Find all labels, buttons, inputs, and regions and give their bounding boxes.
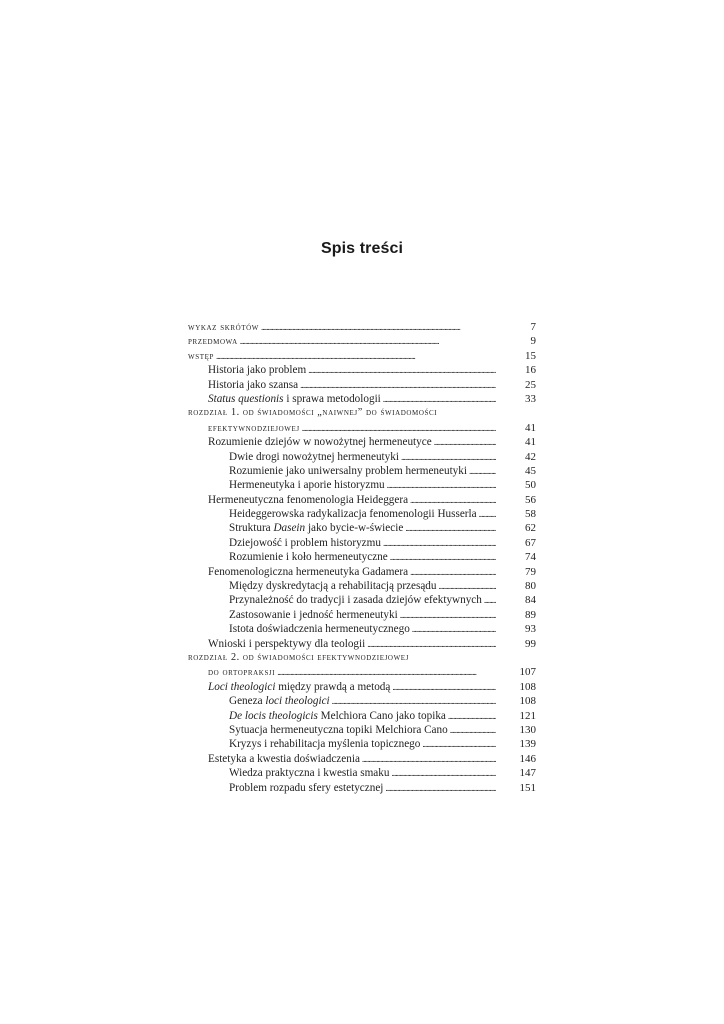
toc-entry-text — [229, 536, 496, 550]
toc-entry-label — [229, 478, 387, 492]
toc-leader-dots — [434, 435, 496, 449]
toc-leader-dots — [412, 622, 496, 636]
toc-entry — [188, 608, 536, 622]
toc-entry-label-part: Hermeneutyka i aporie historyzmu — [229, 479, 385, 492]
toc-page-number: 130 — [519, 723, 536, 736]
toc-page-number: 25 — [525, 378, 536, 391]
toc-page-number: 41 — [525, 421, 536, 434]
toc-entry-text — [208, 435, 496, 449]
toc-page-number: 121 — [519, 709, 536, 722]
toc-entry — [188, 406, 536, 420]
toc-entry-label-part: Dziejowość i problem historyzmu — [229, 536, 381, 549]
toc-entry-label — [229, 709, 448, 723]
toc-entry — [188, 334, 536, 348]
toc-page-number: 139 — [519, 738, 536, 751]
toc-entry-label-part: Między dyskredytacją a rehabilitacją przesądu — [229, 580, 437, 593]
toc-entry — [188, 579, 536, 593]
toc-entry-label-part: wykaz skrótów — [188, 322, 260, 333]
toc-entry-label — [229, 593, 484, 607]
toc-entry-label-part: Loci theologici — [208, 680, 276, 693]
toc-page-number: 56 — [525, 493, 536, 506]
toc-entry-label — [229, 694, 332, 708]
toc-leader-dots — [240, 334, 496, 348]
toc-entry-label — [208, 435, 434, 449]
toc-entry — [188, 349, 536, 363]
toc-entry-label — [208, 752, 362, 766]
toc-entry-text — [188, 406, 536, 420]
toc-entry — [188, 565, 536, 579]
toc-entry-label-part: loci theologici — [265, 695, 330, 708]
toc-entry-text — [229, 694, 496, 708]
toc-entry — [188, 363, 536, 377]
toc-entry — [188, 737, 536, 751]
toc-entry — [188, 421, 536, 435]
toc-entry-label — [208, 680, 392, 694]
toc-entry-text — [188, 334, 496, 349]
toc-page-number: 42 — [525, 450, 536, 463]
toc-entry-text — [188, 320, 496, 335]
toc-page-number: 89 — [525, 608, 536, 621]
toc-entry-text — [208, 493, 496, 507]
toc-page-number: 62 — [525, 522, 536, 535]
toc-entry-text — [229, 608, 496, 622]
toc-page-number: 151 — [519, 781, 536, 794]
toc-entry-text — [208, 680, 496, 694]
toc-entry-label-part: Dwie drogi nowożytnej hermeneutyki — [229, 450, 399, 463]
toc-entry-label — [188, 651, 411, 665]
toc-entry-label-part: wstęp — [188, 350, 214, 362]
toc-entry-text — [229, 579, 496, 593]
toc-entry-label-part: Wnioski i perspektywy dla teologii — [208, 637, 366, 650]
toc-entry-label — [188, 350, 216, 364]
toc-entry-label-part: Wiedza praktyczna i kwestia smaku — [229, 767, 390, 780]
toc-entry — [188, 550, 536, 564]
toc-leader-dots — [484, 593, 496, 607]
toc-entry-label — [229, 737, 422, 751]
toc-entry — [188, 781, 536, 795]
toc-entry — [188, 392, 536, 406]
toc-entry-label-part: Rozumienie dziejów w nowożytnej hermeneutyce — [208, 436, 432, 449]
toc-entry-label — [188, 335, 240, 349]
toc-entry-label — [229, 464, 469, 478]
toc-entry-text — [229, 478, 496, 492]
toc-entry — [188, 723, 536, 737]
toc-page-number: 147 — [519, 767, 536, 780]
toc-entry — [188, 694, 536, 708]
toc-entry — [188, 622, 536, 636]
toc-entry-text — [229, 593, 496, 607]
toc-entry-text — [208, 752, 496, 766]
toc-entry-label-part: Fenomenologiczna hermeneutyka Gadamera — [208, 565, 409, 578]
toc-entry-label — [229, 766, 391, 780]
toc-entry-label-part: Hermeneutyczna fenomenologia Heideggera — [208, 493, 409, 506]
toc-leader-dots — [387, 478, 496, 492]
toc-entry — [188, 464, 536, 478]
toc-entry-text — [188, 349, 496, 364]
toc-leader-dots — [439, 579, 497, 593]
toc-leader-dots — [405, 521, 496, 535]
toc-leader-dots — [400, 608, 496, 622]
toc-page-number: 33 — [525, 392, 536, 405]
toc-entry — [188, 378, 536, 392]
toc-entry-label-part: Melchiora Cano jako topika — [317, 709, 446, 722]
toc-entry — [188, 593, 536, 607]
toc-entry — [188, 507, 536, 521]
toc-leader-dots — [277, 665, 496, 679]
toc-entry-label-part: Status questionis — [208, 392, 284, 405]
toc-entry-text — [229, 464, 496, 478]
toc-page-number: 67 — [525, 536, 536, 549]
toc-page-number: 84 — [525, 594, 536, 607]
toc-leader-dots — [383, 392, 496, 406]
toc-leader-dots — [300, 378, 496, 392]
toc-entry-text — [229, 709, 496, 723]
toc-entry-text — [208, 378, 496, 392]
toc-page-number: 9 — [530, 335, 536, 348]
toc-entry-label-part: rozdział 2. od świadomości efektywnodziejowej — [188, 651, 409, 663]
toc-entry-text — [208, 665, 496, 680]
toc-leader-dots — [261, 320, 496, 334]
toc-entry-label — [188, 406, 439, 420]
toc-entry-label — [229, 723, 450, 737]
toc-leader-dots — [422, 737, 496, 751]
toc-entry-label-part: między prawdą a metodą — [275, 680, 391, 693]
toc-entry-label-part: Historia jako problem — [208, 364, 307, 377]
toc-page-number: 99 — [525, 637, 536, 650]
toc-entry-label-part: Estetyka a kwestia doświadczenia — [208, 752, 360, 765]
toc-leader-dots — [391, 766, 496, 780]
toc-entry-label-part: Historia jako szansa — [208, 378, 299, 391]
toc-entry-label-part: Zastosowanie i jedność hermeneutyki — [229, 608, 398, 621]
table-of-contents — [188, 320, 536, 795]
toc-entry-label — [229, 507, 479, 521]
toc-entry — [188, 521, 536, 535]
toc-entry-text — [208, 565, 496, 579]
toc-entry-text — [229, 766, 496, 780]
toc-entry-text — [229, 450, 496, 464]
toc-page-number: 80 — [525, 580, 536, 593]
toc-entry — [188, 651, 536, 665]
toc-entry — [188, 637, 536, 651]
toc-entry-label — [229, 579, 439, 593]
toc-leader-dots — [392, 680, 496, 694]
toc-leader-dots — [401, 450, 496, 464]
toc-entry — [188, 493, 536, 507]
toc-leader-dots — [410, 493, 496, 507]
toc-entry-text — [229, 521, 496, 535]
toc-entry-text — [208, 421, 496, 436]
toc-entry-text — [229, 507, 496, 521]
toc-entry-label-part: Problem rozpadu sfery estetycznej — [229, 781, 384, 794]
toc-entry-text — [229, 550, 496, 564]
toc-entry — [188, 752, 536, 766]
toc-entry-label — [188, 321, 261, 335]
toc-entry-text — [208, 392, 496, 406]
toc-entry-label-part: Przynależność do tradycji i zasada dziejów efektywnych — [229, 594, 482, 607]
toc-entry-label-part: Sytuacja hermeneutyczna topiki Melchiora Cano — [229, 723, 448, 736]
toc-page-number: 15 — [525, 349, 536, 362]
toc-leader-dots — [362, 752, 496, 766]
toc-entry — [188, 478, 536, 492]
toc-leader-dots — [216, 349, 496, 363]
toc-entry-label-part: Istota doświadczenia hermeneutycznego — [229, 623, 410, 636]
toc-entry-label-part: Rozumienie jako uniwersalny problem hermeneutyki — [229, 464, 467, 477]
toc-entry — [188, 680, 536, 694]
toc-entry-label-part: Heideggerowska radykalizacja fenomenologii Husserla — [229, 508, 477, 521]
toc-leader-dots — [385, 781, 496, 795]
toc-leader-dots — [469, 464, 496, 478]
toc-entry-label — [229, 521, 405, 535]
toc-entry-text — [188, 651, 536, 665]
toc-page-number: 146 — [519, 752, 536, 765]
toc-entry-label-part: i sprawa metodologii — [283, 392, 381, 405]
toc-leader-dots — [410, 565, 496, 579]
toc-entry — [188, 435, 536, 449]
toc-entry-text — [229, 723, 496, 737]
toc-entry — [188, 709, 536, 723]
toc-entry — [188, 536, 536, 550]
toc-leader-dots — [308, 363, 496, 377]
toc-leader-dots — [367, 637, 496, 651]
toc-page-number: 108 — [519, 695, 536, 708]
toc-entry-text — [229, 622, 496, 636]
toc-entry — [188, 450, 536, 464]
toc-page-number: 41 — [525, 436, 536, 449]
toc-entry-label — [208, 378, 300, 392]
toc-page-number: 45 — [525, 464, 536, 477]
toc-entry-label-part: Rozumienie i koło hermeneutyczne — [229, 551, 388, 564]
toc-entry-label — [208, 493, 410, 507]
toc-entry-label — [208, 392, 383, 406]
toc-entry-text — [208, 637, 496, 651]
toc-entry-label — [229, 622, 412, 636]
toc-entry-label-part: Kryzys i rehabilitacja myślenia topicznego — [229, 738, 421, 751]
toc-entry — [188, 766, 536, 780]
toc-entry-label-part: jako bycie-w-świecie — [305, 522, 404, 535]
toc-entry-label — [229, 536, 383, 550]
toc-entry-label — [208, 363, 308, 377]
toc-entry-label-part: do ortopraksji — [208, 667, 276, 679]
toc-entry — [188, 320, 536, 334]
toc-leader-dots — [390, 550, 496, 564]
toc-entry-text — [229, 781, 496, 795]
toc-page-number: 93 — [525, 623, 536, 636]
toc-page-number: 108 — [519, 680, 536, 693]
toc-entry-label-part: De locis theologicis — [229, 709, 318, 722]
page-title: Spis treści — [320, 240, 404, 257]
toc-page-number: 107 — [519, 666, 536, 679]
toc-entry-label — [208, 666, 277, 680]
toc-entry-label — [229, 550, 390, 564]
toc-page-number: 7 — [530, 321, 536, 333]
toc-leader-dots — [332, 694, 496, 708]
toc-entry-label — [208, 565, 410, 579]
toc-entry-label — [229, 781, 385, 795]
toc-leader-dots — [450, 723, 496, 737]
toc-entry-label-part: efektywnodziejowej — [208, 422, 300, 434]
toc-entry-label — [229, 450, 401, 464]
toc-entry-label-part: Geneza — [229, 695, 266, 708]
toc-entry-label-part: przedmowa — [188, 336, 238, 348]
toc-entry-label-part: rozdział 1. od świadomości „naiwnej” do świadomości — [188, 407, 438, 419]
toc-entry-label-part: Dasein — [273, 522, 306, 535]
toc-leader-dots — [383, 536, 496, 550]
toc-leader-dots — [448, 709, 496, 723]
toc-entry-label — [208, 422, 302, 436]
toc-page-number: 58 — [525, 508, 536, 521]
toc-entry-label — [208, 637, 367, 651]
toc-leader-dots — [302, 421, 496, 435]
toc-entry-label — [229, 608, 400, 622]
toc-page-number: 79 — [525, 565, 536, 578]
toc-entry-text — [208, 363, 496, 377]
toc-leader-dots — [479, 507, 496, 521]
toc-entry — [188, 665, 536, 679]
toc-page-number: 50 — [525, 479, 536, 492]
toc-page-number: 16 — [525, 364, 536, 377]
toc-page-number: 74 — [525, 551, 536, 564]
toc-entry-text — [229, 737, 496, 751]
toc-entry-label-part: Struktura — [229, 522, 274, 535]
